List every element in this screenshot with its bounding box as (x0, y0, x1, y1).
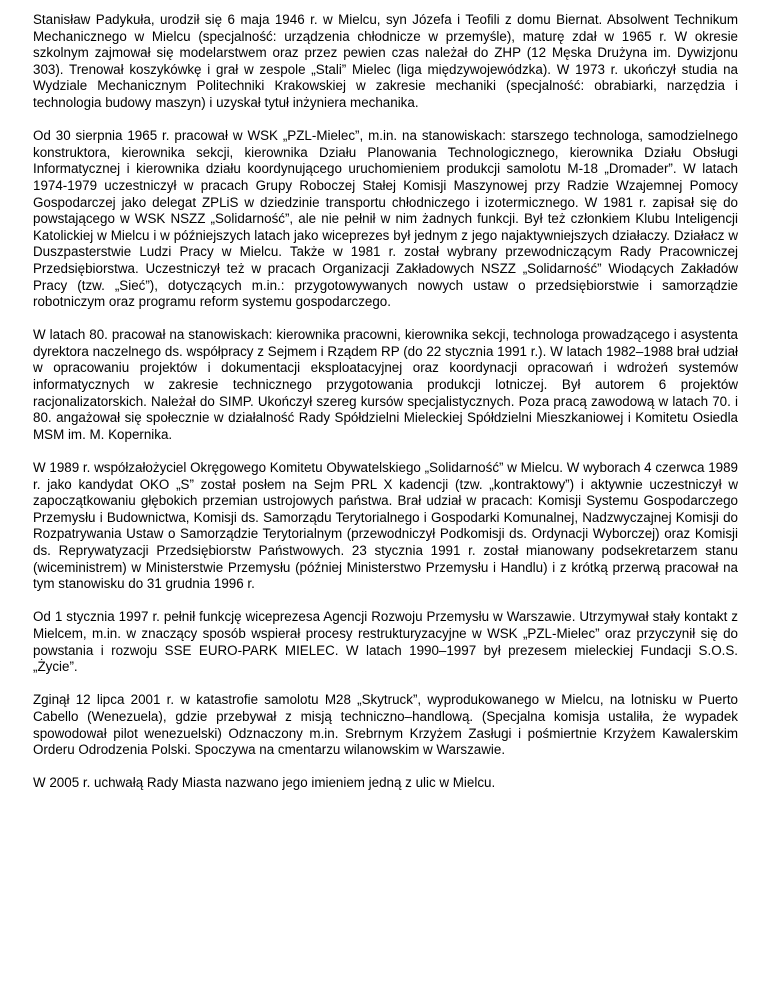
paragraph-parliament: W 1989 r. współzałożyciel Okręgowego Komitetu Obywatelskiego „Solidarność” w Mielcu. W wyborach 4 czerwca 1989 r. jako kandydat OKO „S” został posłem na Sejm PRL X kadencji (tzw. „kontraktowy”) i aktywnie uczestniczył w zapoczątkowaniu głębokich przemian ustrojowych państwa. Brał udział w pracach: Komisji Systemu Gospodarczego Przemysłu i Budownictwa, Komisji ds. Samorządu Terytorialnego i Gospodarki Komunalnej, Nadzwyczajnej Komisji do Rozpatrywania Ustaw o Samorządzie Terytorialnym (przewodniczył Podkomisji ds. Ordynacji Wyborczej) oraz Komisji ds. Reprywatyzacji Przedsiębiorstw Państwowych. 23 stycznia 1991 r. został mianowany podsekretarzem stanu (wiceministrem) w Ministerstwie Przemysłu (później Ministerstwo Przemysłu i Handlu) i z krótką przerwą pracował na tym stanowisku do 31 grudnia 1996 r. (33, 460, 738, 592)
biography-document (33, 12, 738, 809)
paragraph-death: Zginął 12 lipca 2001 r. w katastrofie samolotu M28 „Skytruck”, wyprodukowanego w Mielcu, na lotnisku w Puerto Cabello (Wenezuela), gdzie przebywał z misją techniczno–handlową. (Specjalna komisja ustaliła, że wypadek spowodował pilot wenezuelski) Odznaczony m.in. Srebrnym Krzyżem Zasługi i pośmiertnie Krzyżem Kawalerskim Orderu Odrodzenia Polski. Spoczywa na cmentarzu wilanowskim w Warszawie. (33, 692, 738, 758)
paragraph-agency: Od 1 stycznia 1997 r. pełnił funkcję wiceprezesa Agencji Rozwoju Przemysłu w Warszawie. Utrzymywał stały kontakt z Mielcem, m.in. w znaczący sposób wspierał procesy restrukturyzacyjne w WSK „PZL-Mielec” oraz przyczynił się do powstania i rozwoju SSE EURO-PARK MIELEC. W latach 1990–1997 był prezesem mieleckiej Fundacji S.O.S. „Życie”. (33, 609, 738, 675)
paragraph-street-name: W 2005 r. uchwałą Rady Miasta nazwano jego imieniem jedną z ulic w Mielcu. (33, 775, 496, 791)
paragraph-wsk-career: Od 30 sierpnia 1965 r. pracował w WSK „PZL-Mielec”, m.in. na stanowiskach: starszego technologa, samodzielnego konstruktora, kierownika sekcji, kierownika Działu Planowania Technologicznego, kierownika Działu Obsługi Informatycznej i kierownika działu koordynującego uruchomieniem produkcji samolotu M-18 „Dromader”. W latach 1974-1979 uczestniczył w pracach Grupy Roboczej Stałej Komisji Maszynowej przy Radzie Wzajemnej Pomocy Gospodarczej jako delegat ZPLiS w dziedzinie transportu chłodniczego i izotermicznego. W 1981 r. zapisał się do powstającego w WSK NSZZ „Solidarność”, ale nie pełnił w nim żadnych funkcji. Był też członkiem Klubu Inteligencji Katolickiej w Mielcu i w późniejszych latach jako wiceprezes był jednym z jego najaktywniejszych działaczy. Działacz w Duszpasterstwie Ludzi Pracy w Mielcu. Także w 1981 r. został wybrany przewodniczącym Rady Pracowniczej Przedsiębiorstwa. Uczestniczył też w pracach Organizacji Zakładowych NSZZ „Solidarność” Wiodących Zakładów Pracy (tzw. „Sieć”), dotyczących m.in.: przygotowywanych nowych ustaw o przedsiębiorstwie i samorządzie robotniczym oraz programu reform systemu gospodarczego. (33, 128, 738, 310)
paragraph-early-life: Stanisław Padykuła, urodził się 6 maja 1946 r. w Mielcu, syn Józefa i Teofili z domu Biernat. Absolwent Technikum Mechanicznego w Mielcu (specjalność: urządzenia chłodnicze w przemyśle), maturę zdał w 1965 r. W okresie szkolnym zajmował się modelarstwem oraz przez pewien czas należał do ZHP (12 Męska Drużyna im. Dywizjonu 303). Trenował koszykówkę i grał w zespole „Stali” Mielec (liga międzywojewódzka). W 1973 r. ukończył studia na Wydziale Mechanicznym Politechniki Krakowskiej w zakresie mechaniki (specjalność: obrabiarki, narzędzia i technologia budowy maszyn) i uzyskał tytuł inżyniera mechanika. (33, 12, 738, 110)
paragraph-1980s: W latach 80. pracował na stanowiskach: kierownika pracowni, kierownika sekcji, technologa prowadzącego i asystenta dyrektora naczelnego ds. współpracy z Sejmem i Rządem RP (do 22 stycznia 1991 r.). W latach 1982–1988 brał udział w opracowaniu projektów i dokumentacji eksploatacyjnej oraz koordynacji opracowań i wdrożeń systemów informatycznych w zakresie technicznego przygotowania produkcji lotniczej. Był autorem 6 projektów racjonalizatorskich. Należał do SIMP. Ukończył szereg kursów specjalistycznych. Poza pracą zawodową w latach 70. i 80. angażował się społecznie w działalność Rady Spółdzielni Mieleckiej Spółdzielni Mieszkaniowej i Komitetu Osiedla MSM im. M. Kopernika. (33, 327, 738, 442)
